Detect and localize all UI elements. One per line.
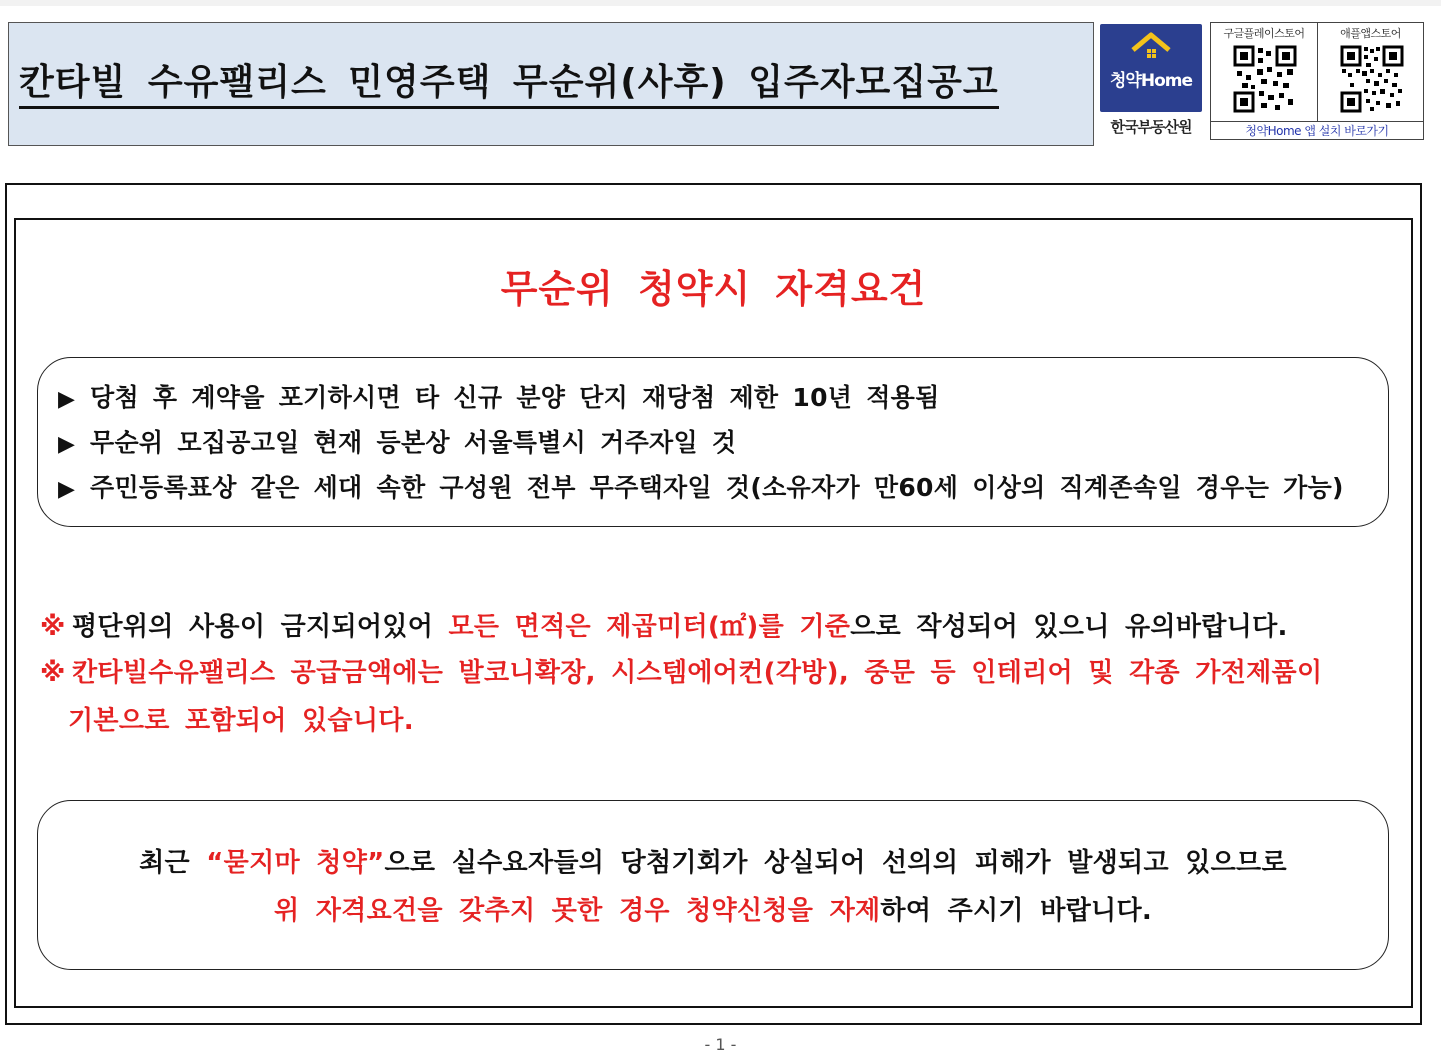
area-unit-note [40, 606, 1288, 643]
app-install-link[interactable]: 청약Home 앱 설치 바로가기 [1211, 121, 1423, 140]
apple-app-store-qr[interactable] [1318, 23, 1423, 121]
apple-app-store-label: 애플앱스토어 [1340, 27, 1401, 40]
warning-text: 하여 주시기 바랍니다. [880, 896, 1153, 926]
google-play-qr-code-icon [1233, 45, 1297, 113]
supply-price-note [40, 652, 1322, 689]
warning-text: 최근 [139, 848, 207, 878]
note-emphasis: 모든 면적은 제곱미터(㎡)를 기준 [448, 612, 851, 642]
section-heading: 무순위 청약시 자격요건 [500, 267, 927, 311]
note-text: 평단위의 사용이 금지되어있어 [72, 612, 449, 642]
google-play-label: 구글플레이스토어 [1223, 27, 1305, 40]
logo-name: 청약Home [1110, 71, 1192, 91]
requirement-item [58, 468, 1344, 504]
title-banner [8, 22, 1094, 146]
reference-mark-icon: ※ [40, 658, 66, 688]
warning-line-2 [37, 890, 1389, 927]
requirement-item [58, 423, 736, 459]
requirement-text: 무순위 모집공고일 현재 등본상 서울특별시 거주자일 것 [90, 428, 737, 457]
requirement-text: 당첨 후 계약을 포기하시면 타 신규 분양 단지 재당첨 제한 10년 적용됨 [90, 383, 940, 412]
page-title: 칸타빌 수유팰리스 민영주택 무순위(사후) 입주자모집공고 [19, 61, 999, 109]
page-number: - 1 - [704, 1035, 737, 1054]
bullet-triangle-icon: ▶ [58, 432, 76, 457]
warning-emphasis: 위 자격요건을 갖추지 못한 경우 청약신청을 자제 [273, 896, 881, 926]
warning-box [37, 800, 1389, 970]
cheongyak-home-logo[interactable] [1100, 24, 1202, 144]
app-qr-panel [1210, 22, 1424, 140]
note-text: 칸타빌수유팰리스 공급금액에는 발코니확장, 시스템에어컨(각방), 중문 등 인테리어 및 각종 가전제품이 [72, 658, 1323, 688]
bullet-triangle-icon: ▶ [58, 387, 76, 412]
requirement-text: 주민등록표상 같은 세대 속한 구성원 전부 무주택자일 것(소유자가 만60세 이상의 직계존속일 경우는 가능) [90, 473, 1344, 502]
warning-text: 으로 실수요자들의 당첨기회가 상실되어 선의의 피해가 발생되고 있으므로 [384, 848, 1287, 878]
note-text: 으로 작성되어 있으니 유의바랍니다. [850, 612, 1288, 642]
logo-organization: 한국부동산원 [1110, 118, 1192, 136]
top-separator [0, 0, 1441, 6]
apple-app-store-qr-code-icon [1340, 45, 1404, 113]
requirement-item [58, 378, 940, 414]
logo-badge [1100, 24, 1202, 112]
supply-price-note-continued: 기본으로 포함되어 있습니다. [68, 706, 414, 736]
warning-line-1 [37, 842, 1389, 879]
reference-mark-icon: ※ [40, 612, 66, 642]
bullet-triangle-icon: ▶ [58, 477, 76, 502]
warning-emphasis: “묻지마 청약” [206, 848, 385, 878]
google-play-qr[interactable] [1211, 23, 1318, 121]
house-icon [1130, 30, 1172, 64]
